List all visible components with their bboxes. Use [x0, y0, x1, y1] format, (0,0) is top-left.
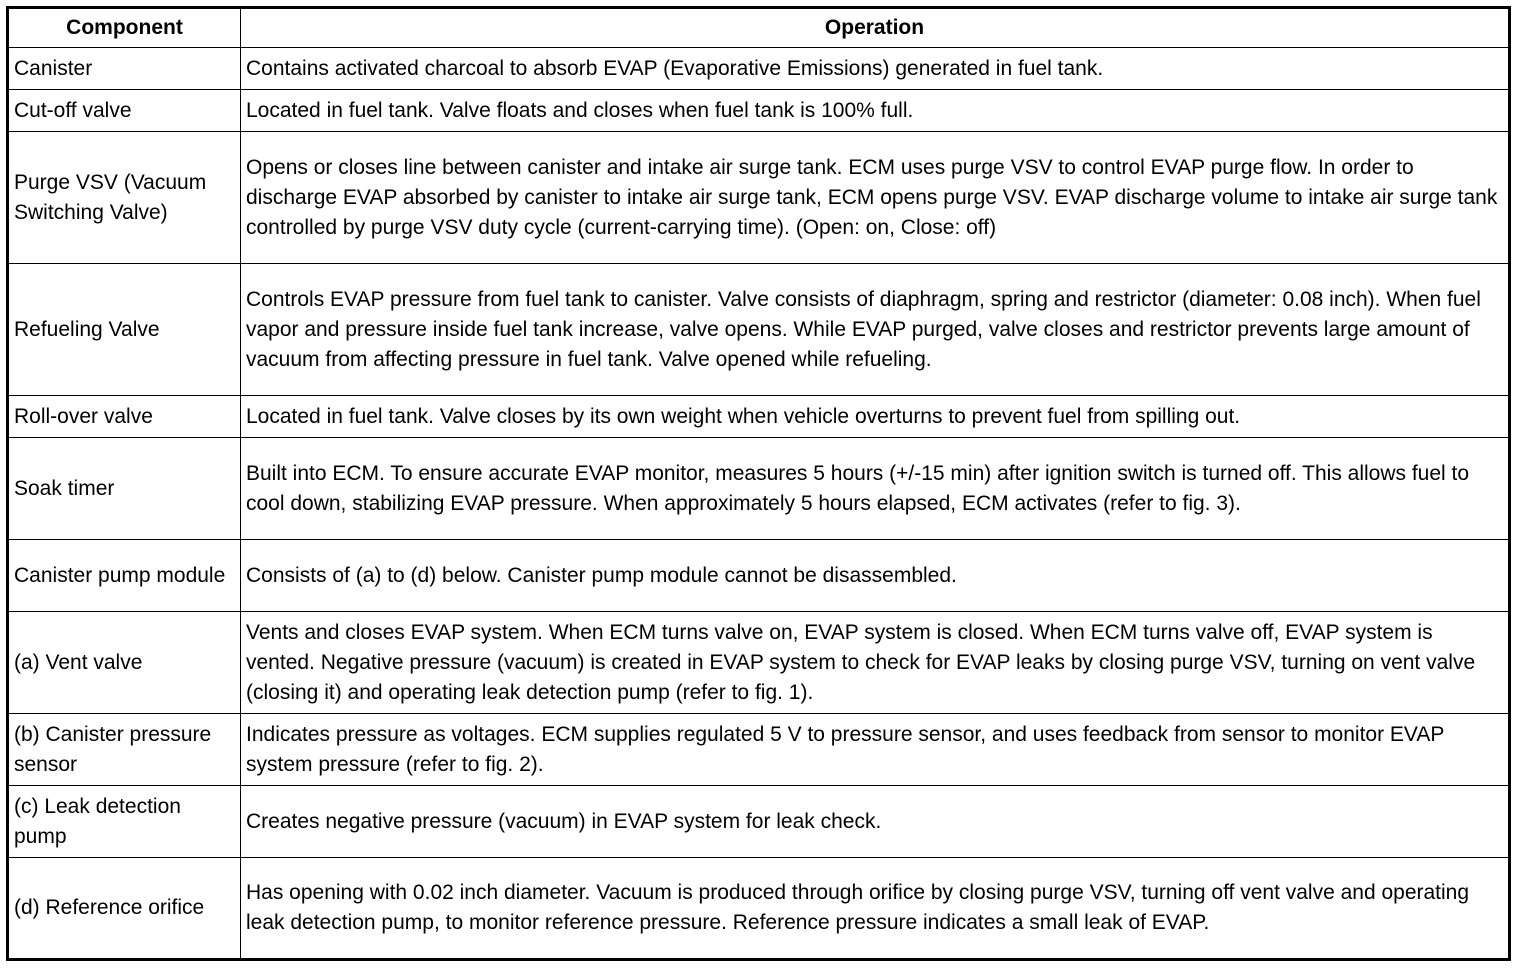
table-row	[8, 132, 1510, 264]
table-row	[8, 264, 1510, 396]
operation-cell: Opens or closes line between canister and intake air surge tank. ECM uses purge VSV to control EVAP purge flow. In order to discharge EVAP absorbed by canister to intake air surge tank, ECM opens purge VSV. EVAP discharge volume to intake air surge tank controlled by purge VSV duty cycle (current-carrying time). (Open: on, Close: off)	[241, 132, 1510, 264]
operation-cell: Located in fuel tank. Valve floats and closes when fuel tank is 100% full.	[241, 90, 1510, 132]
table-row	[8, 786, 1510, 858]
evap-components-table	[6, 6, 1511, 961]
component-cell: (c) Leak detection pump	[8, 786, 241, 858]
column-header-operation: Operation	[241, 8, 1510, 48]
table-row	[8, 396, 1510, 438]
operation-cell: Consists of (a) to (d) below. Canister pump module cannot be disassembled.	[241, 540, 1510, 612]
component-cell: Canister pump module	[8, 540, 241, 612]
operation-cell: Has opening with 0.02 inch diameter. Vacuum is produced through orifice by closing purge VSV, turning off vent valve and operating leak detection pump, to monitor reference pressure. Reference pressure indicates a small leak of EVAP.	[241, 858, 1510, 960]
component-cell: (d) Reference orifice	[8, 858, 241, 960]
operation-cell: Located in fuel tank. Valve closes by its own weight when vehicle overturns to prevent fuel from spilling out.	[241, 396, 1510, 438]
component-cell: Canister	[8, 48, 241, 90]
table-row	[8, 90, 1510, 132]
operation-cell: Creates negative pressure (vacuum) in EVAP system for leak check.	[241, 786, 1510, 858]
component-cell: Purge VSV (Vacuum Switching Valve)	[8, 132, 241, 264]
component-cell: Roll-over valve	[8, 396, 241, 438]
operation-cell: Vents and closes EVAP system. When ECM turns valve on, EVAP system is closed. When ECM turns valve off, EVAP system is vented. Negative pressure (vacuum) is created in EVAP system to check for EVAP leaks by closing purge VSV, turning on vent valve (closing it) and operating leak detection pump (refer to fig. 1).	[241, 612, 1510, 714]
component-cell: (b) Canister pressure sensor	[8, 714, 241, 786]
component-cell: (a) Vent valve	[8, 612, 241, 714]
operation-cell: Contains activated charcoal to absorb EVAP (Evaporative Emissions) generated in fuel tank.	[241, 48, 1510, 90]
operation-cell: Built into ECM. To ensure accurate EVAP monitor, measures 5 hours (+/-15 min) after ignition switch is turned off. This allows fuel to cool down, stabilizing EVAP pressure. When approximately 5 hours elapsed, ECM activates (refer to fig. 3).	[241, 438, 1510, 540]
table-row	[8, 612, 1510, 714]
header-row	[8, 8, 1510, 48]
component-cell: Refueling Valve	[8, 264, 241, 396]
component-cell: Soak timer	[8, 438, 241, 540]
operation-cell: Indicates pressure as voltages. ECM supplies regulated 5 V to pressure sensor, and uses feedback from sensor to monitor EVAP system pressure (refer to fig. 2).	[241, 714, 1510, 786]
table-row	[8, 540, 1510, 612]
operation-cell: Controls EVAP pressure from fuel tank to canister. Valve consists of diaphragm, spring and restrictor (diameter: 0.08 inch). When fuel vapor and pressure inside fuel tank increase, valve opens. While EVAP purged, valve closes and restrictor prevents large amount of vacuum from affecting pressure in fuel tank. Valve opened while refueling.	[241, 264, 1510, 396]
table-row	[8, 714, 1510, 786]
column-header-component: Component	[8, 8, 241, 48]
table-row	[8, 858, 1510, 960]
table-row	[8, 48, 1510, 90]
table-row	[8, 438, 1510, 540]
component-cell: Cut-off valve	[8, 90, 241, 132]
